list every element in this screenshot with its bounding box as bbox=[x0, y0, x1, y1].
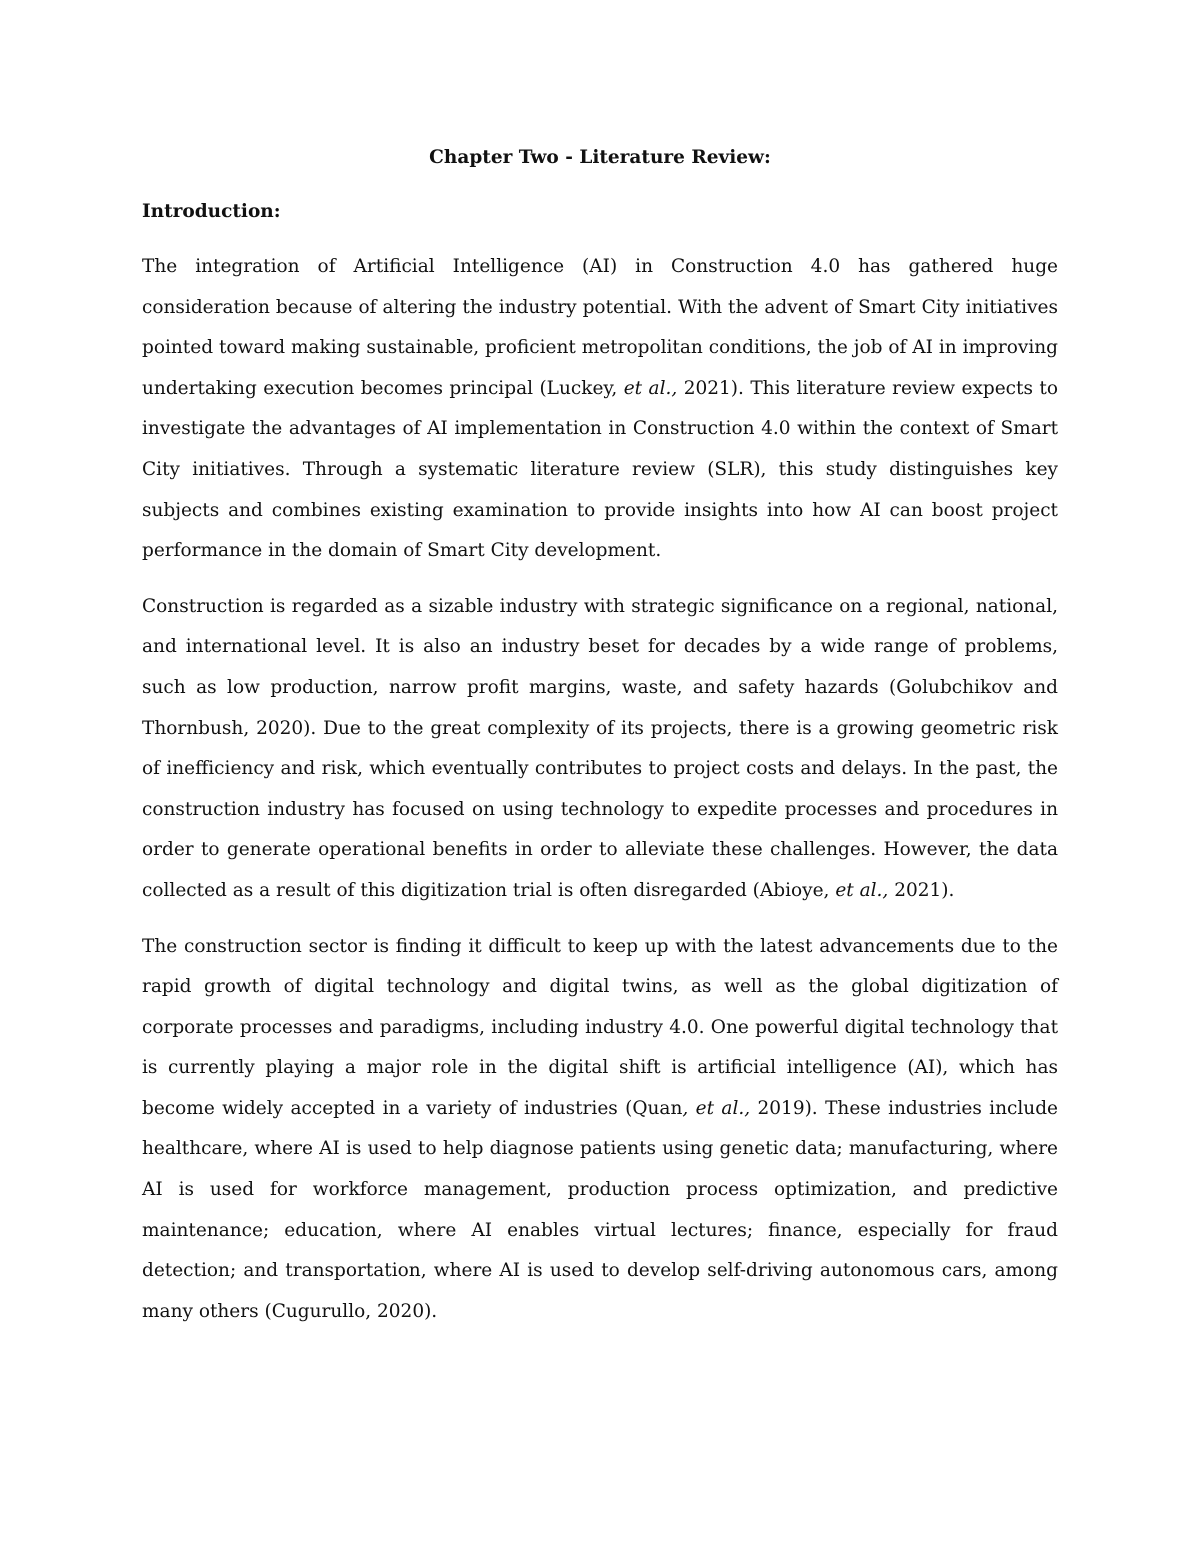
paragraph-text: 2019). These industries include healthcare, where AI is used to help diagnose patients using genetic data; manufacturing, where AI is used for workforce management, production process optimization, and predictive maintenance; education, where AI enables virtual lectures; finance, especially for fraud detection; and transportation, where AI is used to develop self-driving autonomous cars, among many others (Cugurullo, 2020). bbox=[142, 1097, 1059, 1322]
paragraph-3 bbox=[142, 927, 1058, 1333]
citation-et-al: et al., bbox=[835, 879, 889, 901]
section-heading: Introduction: bbox=[142, 201, 281, 222]
paragraph-1 bbox=[142, 247, 1058, 572]
paragraph-text: The construction sector is finding it difficult to keep up with the latest advancements due to the rapid growth of digital technology and digital twins, as well as the global digitization of corporate processes and paradigms, including industry 4.0. One powerful digital technology that is currently playing a major role in the digital shift is artificial intelligence (AI), which has become widely accepted in a variety of industries (Quan bbox=[142, 935, 1058, 1119]
citation-et-al: , et al., bbox=[682, 1097, 751, 1119]
paragraph-text: The integration of Artificial Intelligence (AI) in Construction 4.0 has gathered huge consideration because of altering the industry potential. With the advent of Smart City initiatives pointed toward making sustainable, proficient metropolitan conditions, the job of AI in improving undertaking execution becomes principal (Luckey, bbox=[142, 256, 1058, 399]
citation-et-al: et al., bbox=[623, 377, 678, 399]
paragraph-2 bbox=[142, 587, 1058, 912]
paragraph-text: 2021). bbox=[888, 879, 955, 901]
paragraph-text: Construction is regarded as a sizable industry with strategic significance on a regional, national, and international level. It is also an industry beset for decades by a wide range of problems, such as low production, narrow profit margins, waste, and safety hazards (Golubchikov and Thornbush, 2020). Due to the great complexity of its projects, there is a growing geometric risk of inefficiency and risk, which eventually contributes to project costs and delays. In the past, the construction industry has focused on using technology to expedite processes and procedures in order to generate operational benefits in order to alleviate these challenges. However, the data collected as a result of this digitization trial is often disregarded (Abioye, bbox=[142, 595, 1058, 901]
chapter-title: Chapter Two - Literature Review: bbox=[429, 147, 771, 168]
paragraph-text: 2021). This literature review expects to investigate the advantages of AI implementation in Construction 4.0 within the context of Smart City initiatives. Through a systematic literature review (SLR), this study distinguishes key subjects and combines existing examination to provide insights into how AI can boost project performance in the domain of Smart City development. bbox=[142, 377, 1058, 562]
page-content bbox=[142, 138, 1058, 1347]
